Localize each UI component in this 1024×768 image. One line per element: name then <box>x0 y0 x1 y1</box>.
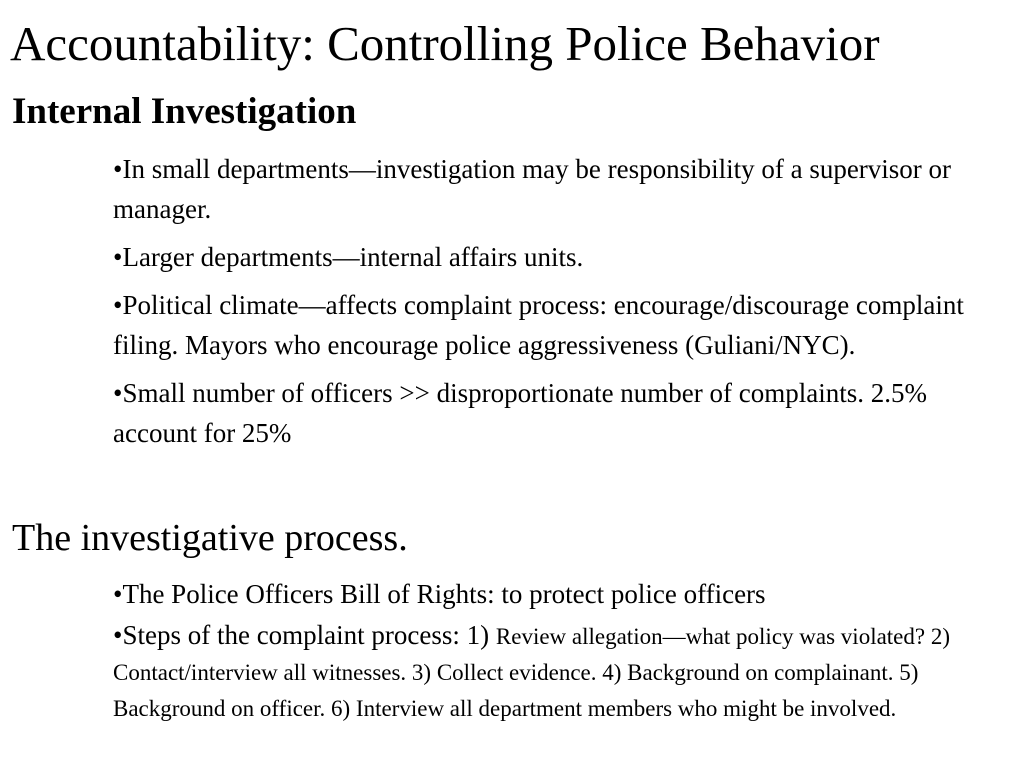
bullet-dot: • <box>113 290 123 320</box>
slide-title: Accountability: Controlling Police Behavior <box>10 16 880 71</box>
bullet-text: In small departments—investigation may be responsibility of a supervisor or manager. <box>113 154 952 224</box>
steps-detail-text: Review allegation—what policy was violated? 2) Contact/interview all witnesses. 3) Collect evidence. 4) Background on complainant. 5) Background on officer. 6) Interview all department members who might be involved. <box>113 624 951 721</box>
bullet-item-steps <box>113 618 993 726</box>
bullet-text: The Police Officers Bill of Rights: to protect police officers <box>122 579 766 609</box>
bullet-text: Larger departments—internal affairs units. <box>122 242 584 272</box>
bullet-item <box>113 373 993 453</box>
bullet-dot: • <box>113 620 123 650</box>
internal-investigation-bullets <box>113 149 993 461</box>
section-heading-internal-investigation: Internal Investigation <box>12 91 357 132</box>
investigative-process-bullets <box>113 574 993 734</box>
bullet-text: Political climate—affects complaint process: encourage/discourage complaint filing. Mayors who encourage police aggressiveness (Guliani/NYC). <box>113 290 964 360</box>
bullet-dot: • <box>113 242 123 272</box>
bullet-item <box>113 574 993 614</box>
bullet-dot: • <box>113 579 123 609</box>
bullet-item <box>113 285 993 365</box>
steps-lead-text: Steps of the complaint process: 1) <box>122 620 496 650</box>
bullet-item <box>113 237 993 277</box>
bullet-dot: • <box>113 378 123 408</box>
section-heading-investigative-process: The investigative process. <box>12 517 408 559</box>
bullet-dot: • <box>113 154 123 184</box>
bullet-item <box>113 149 993 229</box>
bullet-text: Small number of officers >> disproportionate number of complaints. 2.5% account for 25% <box>113 378 927 448</box>
